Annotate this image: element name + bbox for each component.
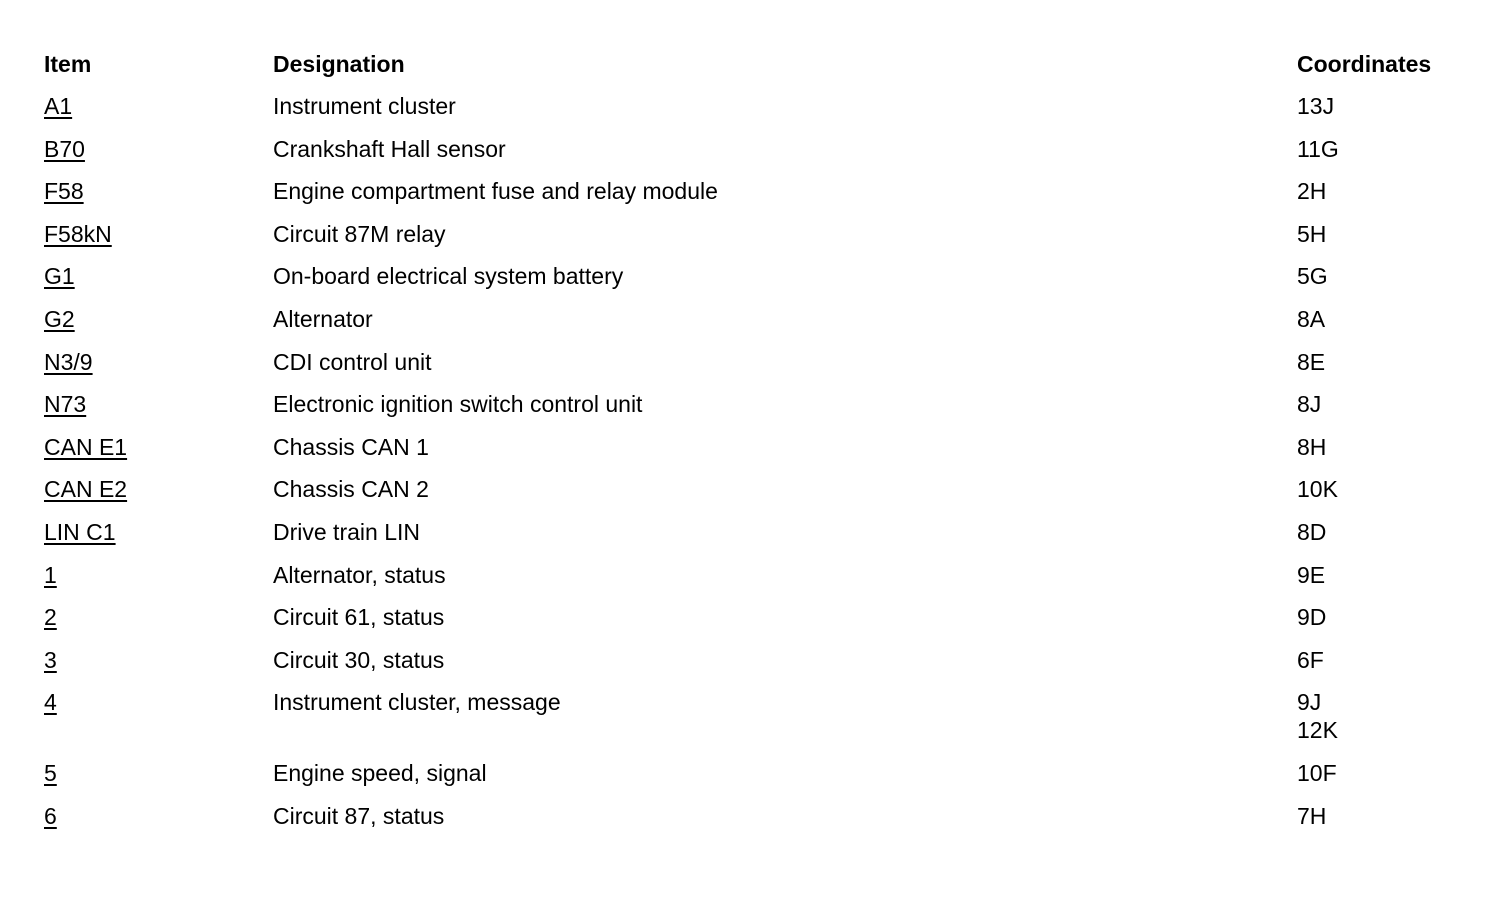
designation-cell: Engine speed, signal [273, 760, 487, 787]
designation-cell: Circuit 87M relay [273, 220, 446, 247]
coordinates-cell: 13J [1297, 93, 1335, 119]
item-link[interactable]: F58 [44, 178, 84, 205]
table-row [0, 646, 1504, 689]
item-link[interactable]: N3/9 [44, 348, 93, 375]
coordinates-column-header: Coordinates [1297, 51, 1432, 77]
designation-cell: Circuit 30, status [273, 646, 445, 673]
coordinates-cell: 8A [1297, 305, 1326, 332]
item-link[interactable]: F58kN [44, 220, 112, 247]
coordinates-cell: 8J [1297, 391, 1322, 418]
coordinates-cell: 2H [1297, 178, 1327, 205]
table-row [0, 475, 1504, 518]
item-link[interactable]: A1 [44, 93, 73, 119]
designation-cell: Chassis CAN 1 [273, 433, 429, 460]
table-row [0, 390, 1504, 433]
designation-cell: Crankshaft Hall sensor [273, 135, 506, 162]
coordinates-cell: 10F [1297, 760, 1337, 787]
item-link[interactable]: 1 [44, 561, 57, 588]
item-link[interactable]: 6 [44, 802, 57, 829]
coordinates-cell: 7H [1297, 802, 1327, 829]
designation-column-header: Designation [273, 51, 405, 77]
table-row [0, 177, 1504, 220]
item-link[interactable]: G2 [44, 305, 75, 332]
item-link[interactable]: 4 [44, 689, 57, 716]
coordinates-cell: 5H [1297, 220, 1327, 247]
item-link[interactable]: CAN E2 [44, 476, 128, 503]
item-link[interactable]: N73 [44, 391, 87, 418]
coordinates-cell: 9J 12K [1297, 689, 1338, 744]
item-link[interactable]: 2 [44, 604, 57, 631]
table-row [0, 688, 1504, 759]
designation-cell: Circuit 61, status [273, 604, 445, 631]
item-column-header: Item [44, 51, 92, 77]
designation-cell: Instrument cluster, message [273, 689, 561, 716]
coordinates-cell: 6F [1297, 646, 1324, 673]
designation-cell: Drive train LIN [273, 518, 420, 545]
coordinates-cell: 8E [1297, 348, 1326, 375]
designation-cell: Engine compartment fuse and relay module [273, 178, 718, 205]
table-row [0, 92, 1504, 135]
item-link[interactable]: 3 [44, 646, 57, 673]
item-link[interactable]: LIN C1 [44, 518, 116, 545]
table-row [0, 220, 1504, 263]
coordinates-cell: 9D [1297, 604, 1327, 631]
designation-cell: Chassis CAN 2 [273, 476, 429, 503]
table-row [0, 348, 1504, 391]
table-row [0, 518, 1504, 561]
coordinates-cell: 8H [1297, 433, 1327, 460]
designation-cell: Instrument cluster [273, 93, 456, 119]
table-row [0, 262, 1504, 305]
table-body [0, 92, 1504, 845]
coordinates-cell: 10K [1297, 476, 1338, 503]
coordinates-cell: 5G [1297, 263, 1328, 290]
table-row [0, 603, 1504, 646]
item-link[interactable]: 5 [44, 760, 57, 787]
table-row [0, 802, 1504, 845]
coordinates-cell: 11G [1297, 135, 1339, 162]
table-row [0, 561, 1504, 604]
item-link[interactable]: CAN E1 [44, 433, 128, 460]
designation-cell: On-board electrical system battery [273, 263, 624, 290]
table-row [0, 433, 1504, 476]
item-link[interactable]: G1 [44, 263, 75, 290]
designation-cell: CDI control unit [273, 348, 432, 375]
coordinates-cell: 8D [1297, 518, 1327, 545]
designation-cell: Electronic ignition switch control unit [273, 391, 643, 418]
table-row [0, 759, 1504, 802]
designation-cell: Alternator, status [273, 561, 446, 588]
designation-cell: Circuit 87, status [273, 802, 445, 829]
table-row [0, 135, 1504, 178]
table-row [0, 305, 1504, 348]
table-header-row [0, 50, 1504, 80]
item-link[interactable]: B70 [44, 135, 85, 162]
designation-cell: Alternator [273, 305, 373, 332]
coordinates-cell: 9E [1297, 561, 1326, 588]
